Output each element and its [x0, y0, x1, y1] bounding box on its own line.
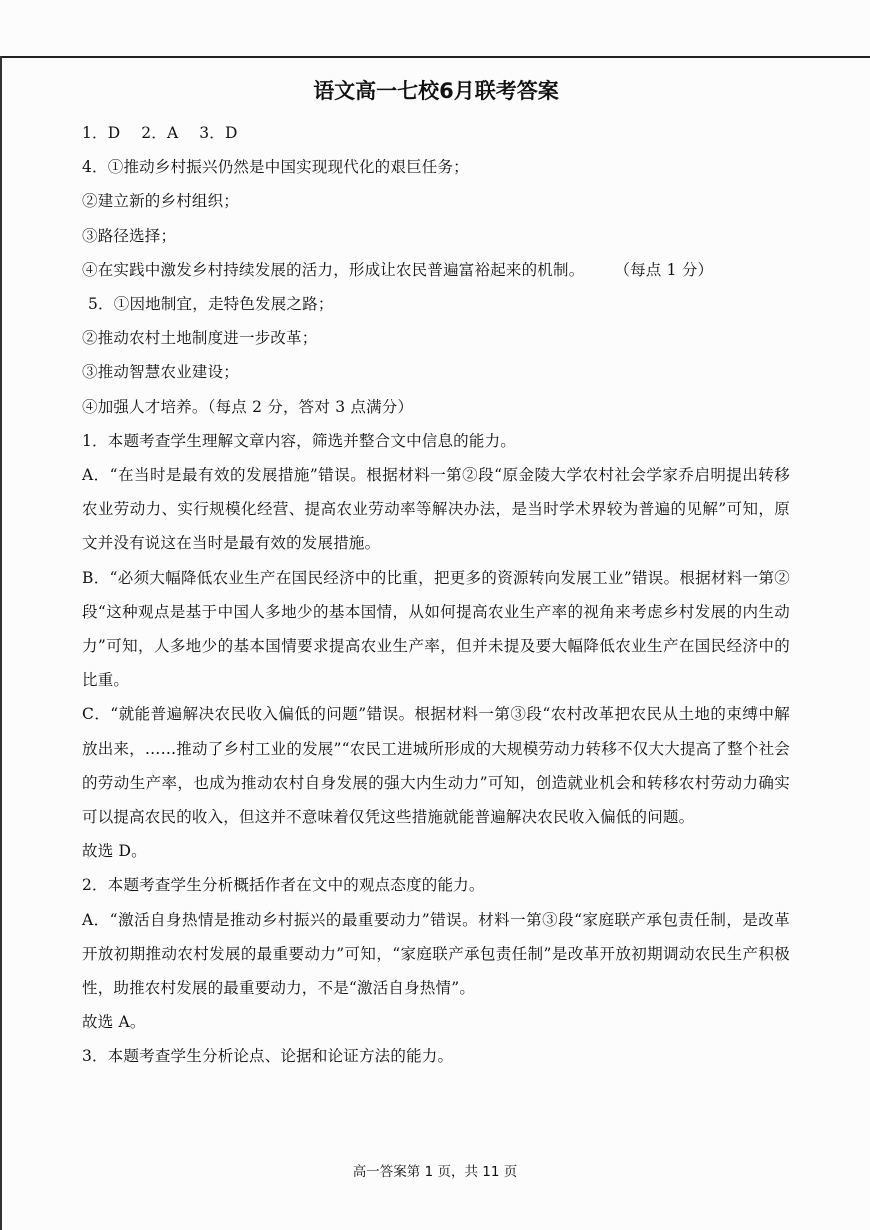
- q4-point-1: 4．①推动乡村振兴仍然是中国实现现代化的艰巨任务；: [82, 158, 469, 177]
- q4-point-2: ②建立新的乡村组织；: [82, 192, 240, 211]
- explain1-heading: 1．本题考查学生理解文章内容，筛选并整合文中信息的能力。: [82, 431, 516, 450]
- top-border-rule: [0, 56, 870, 58]
- explain1-option-b: B．“必须大幅降低农业生产在国民经济中的比重，把更多的资源转向发展工业”错误。根据材料一第②段“这种观点是基于中国人多地少的基本国情，从如何提高农业生产率的视角来考虑乡村发展的内生动力”可知，人多地少的基本国情要求提高农业生产率，但并未提及要大幅降低农业生产在国民经济中的比重。: [82, 568, 790, 690]
- explain2-conclusion: 故选 A。: [82, 1013, 146, 1032]
- page-title: 语文高一七校6月联考答案: [313, 79, 559, 103]
- q5-point-2: ②推动农村土地制度进一步改革；: [82, 329, 318, 348]
- q4-point-4: ④在实践中激发乡村持续发展的活力，形成让农民普遍富裕起来的机制。: [82, 260, 585, 279]
- explain1-option-c: C．“就能普遍解决农民收入偏低的问题”错误。根据材料一第③段“农村改革把农民从土地的束缚中解放出来，……推动了乡村工业的发展”“农民工进城所形成的大规模劳动力转移不仅大大提高了整个社会的劳动生产率，也成为推动农村自身发展的强大内生动力”可知，创造就业机会和转移农村劳动力确实可以提高农民的收入，但这并不意味着仅凭这些措施就能普遍解决农民收入偏低的问题。: [82, 705, 790, 827]
- left-border-rule: [0, 56, 2, 1230]
- q5-point-3: ③推动智慧农业建设；: [82, 363, 240, 382]
- q4-point-3: ③路径选择；: [82, 226, 177, 245]
- explain2-option-a: A．“激活自身热情是推动乡村振兴的最重要动力”错误。材料一第③段“家庭联产承包责任制，是改革开放初期推动农村发展的最重要动力”可知，“家庭联产承包责任制”是改革开放初期调动农民生产积极性，助推农村发展的最重要动力，不是“激活自身热情”。: [82, 910, 790, 998]
- q5-point-4: ④加强人才培养。（每点 2 分，答对 3 点满分）: [82, 397, 414, 416]
- explain1-conclusion: 故选 D。: [82, 842, 147, 861]
- answers-1-3: 1．D 2．A 3．D: [82, 124, 238, 142]
- document-body: [82, 74, 790, 1074]
- q5-point-1: 5．①因地制宜，走特色发展之路；: [88, 295, 334, 314]
- explain1-option-a: A．“在当时是最有效的发展措施”错误。根据材料一第②段“原金陵大学农村社会学家乔启明提出转移农业劳动力、实行规模化经营、提高农业劳动率等解决办法，是当时学术界较为普遍的见解”可知，原文并没有说这在当时是最有效的发展措施。: [82, 466, 790, 553]
- page-footer: 高一答案第 1 页，共 11 页: [352, 1164, 518, 1180]
- explain3-heading: 3．本题考查学生分析论点、论据和论证方法的能力。: [82, 1047, 454, 1066]
- q4-scoring-note: （每点 1 分）: [614, 260, 714, 279]
- q4-point-4-row: [82, 253, 790, 287]
- explain2-heading: 2．本题考查学生分析概括作者在文中的观点态度的能力。: [82, 876, 485, 895]
